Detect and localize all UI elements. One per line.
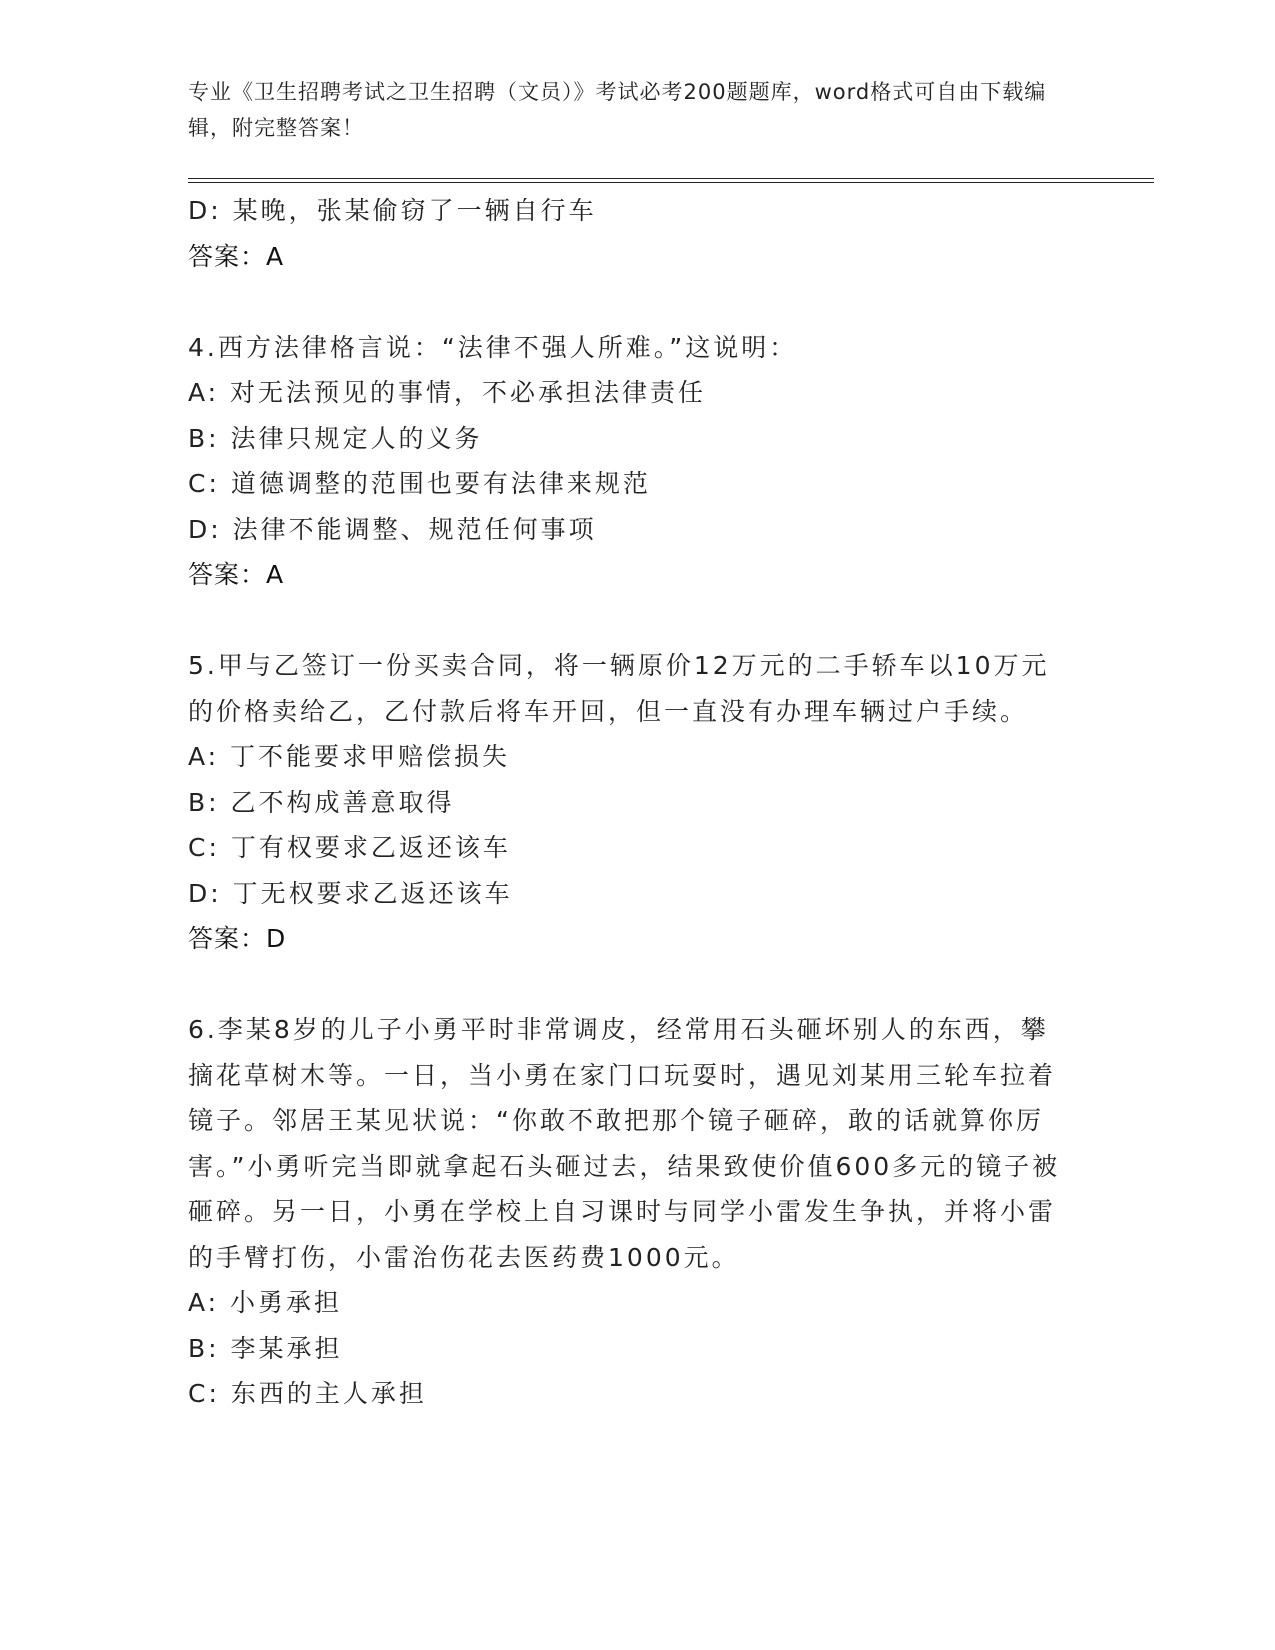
q3-option-d: D: 某晚，张某偷窃了一辆自行车 [188,196,597,225]
header-divider [188,178,1154,179]
q6-option-c: C: 东西的主人承担 [188,1379,427,1408]
q3-answer: 答案：A [188,241,285,271]
document-header: 专业《卫生招聘考试之卫生招聘（文员）》考试必考200题题库，word格式可自由下载编辑，附完整答案！ [188,80,1047,140]
q6-option-b: B: 李某承担 [188,1333,343,1363]
q4-option-a: A: 对无法预见的事情，不必承担法律责任 [188,378,707,407]
spacer [188,598,1068,644]
q5-option-d: D: 丁无权要求乙返还该车 [188,878,513,908]
q6-option-a: A: 小勇承担 [188,1288,343,1317]
q5-question: 5.甲与乙签订一份买卖合同，将一辆原价12万元的二手轿车以10万元的价格卖给乙，乙付款后将车开回，但一直没有办理车辆过户手续。 [188,651,1050,726]
q5-option-c: C: 丁有权要求乙返还该车 [188,833,511,862]
q4-option-d: D: 法律不能调整、规范任何事项 [188,514,597,544]
q4-option-b: B: 法律只规定人的义务 [188,423,483,453]
q5-option-b: B: 乙不构成善意取得 [188,787,455,817]
spacer [188,279,1068,325]
q4-option-c: C: 道德调整的范围也要有法律来规范 [188,469,651,498]
q6-question: 6.李某8岁的儿子小勇平时非常调皮，经常用石头砸坏别人的东西，攀摘花草树木等。一日，当小勇在家门口玩耍时，遇见刘某用三轮车拉着镜子。邻居王某见状说：“你敢不敢把那个镜子砸碎，敢的话就算你厉害。”小勇听完当即就拿起石头砸过去，结果致使价值600多元的镜子被砸碎。另一日，小勇在学校上自习课时与同学小雷发生争执，并将小雷的手臂打伤，小雷治伤花去医药费1000元。 [188,1015,1061,1272]
q5-answer: 答案：D [188,924,287,953]
header-divider-secondary [188,182,1154,183]
q4-question: 4.西方法律格言说：“法律不强人所难。”这说明： [188,332,798,362]
spacer [188,962,1068,1008]
question-content [188,188,1068,1417]
q4-answer: 答案：A [188,560,285,589]
q5-option-a: A: 丁不能要求甲赔偿损失 [188,742,511,771]
